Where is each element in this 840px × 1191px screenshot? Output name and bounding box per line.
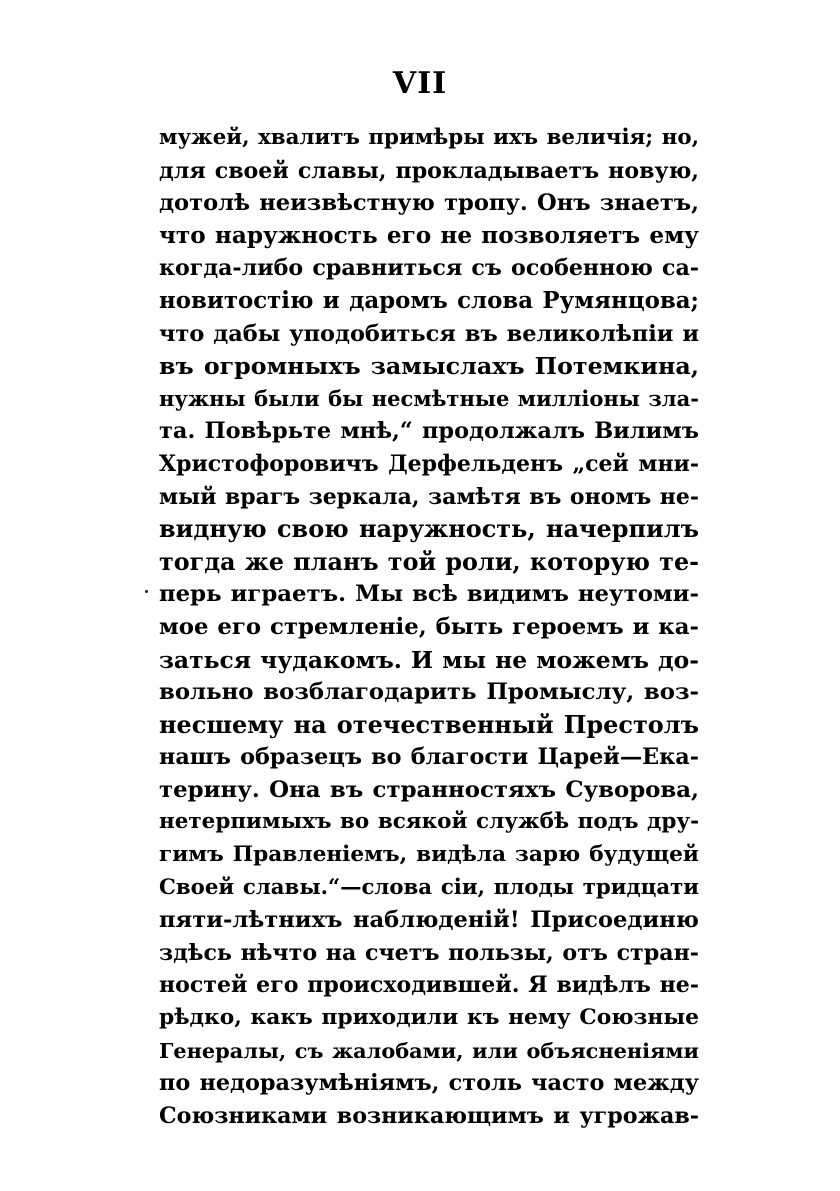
text-line: пяти-лѣтнихъ наблюденій! Присоединю xyxy=(159,907,699,934)
text-line: видную свою наружность, начерпилъ xyxy=(159,515,699,544)
text-line: новитостію и даромъ слова Румянцова; xyxy=(159,287,699,314)
text-line: мужей, хвалитъ примѣры ихъ величія; но, xyxy=(159,125,699,150)
text-line: та. Повѣрьте мнѣ,“ продолжалъ Вилимъ xyxy=(159,418,699,445)
text-line: въ огромныхъ замыслахъ Потемкина, xyxy=(159,352,699,381)
text-line: когда-либо сравниться съ особенною са- xyxy=(159,255,699,282)
text-line: здѣсь нѣчто на счетъ пользы, отъ стран- xyxy=(159,939,699,966)
text-line: несшему на отечественный Престолъ xyxy=(159,710,699,739)
text-line: перь играетъ. Мы всѣ видимъ неутоми- xyxy=(159,581,699,608)
page-number: VII xyxy=(392,66,448,101)
text-line: Генералы, съ жалобами, или объясненіями xyxy=(159,1037,699,1063)
text-line: что дабы уподобиться въ великолѣпіи и xyxy=(159,320,699,347)
text-line: гимъ Правленіемъ, видѣла зарю будущей xyxy=(159,842,699,868)
text-line: заться чудакомъ. И мы не можемъ до- xyxy=(159,645,699,674)
text-line: дотолѣ неизвѣстную тропу. Онъ знаетъ, xyxy=(159,190,699,217)
text-line: мый врагъ зеркала, замѣтя въ ономъ не- xyxy=(159,483,699,510)
text-line: для своей славы, прокладываетъ новую, xyxy=(159,157,699,184)
text-line: вольно возблагодарить Промыслу, воз- xyxy=(159,679,699,706)
text-line: нашъ образецъ во благости Царей—Ека- xyxy=(159,744,699,771)
text-line: мое его стремленіе, быть героемъ и ка- xyxy=(159,613,699,640)
text-line: что наружность его не позволяетъ ему xyxy=(159,221,699,249)
text-line: Христофоровичъ Дерфельденъ „сей мни- xyxy=(159,450,699,477)
body-text xyxy=(159,122,699,1132)
text-line: нужны были бы несмѣтные милліоны зла- xyxy=(159,385,699,411)
text-line: нетерпимыхъ во всякой службѣ подъ дру- xyxy=(159,809,699,835)
text-line: Союзниками возникающимъ и угрожав- xyxy=(159,1102,699,1129)
text-line: терину. Она въ странностяхъ Суворова, xyxy=(159,776,699,803)
text-line: тогда же планъ той роли, которую те- xyxy=(159,547,699,576)
text-line: по недоразумѣніямъ, столь часто между xyxy=(159,1070,699,1097)
text-line: рѣдко, какъ приходили къ нему Союзные xyxy=(159,1005,699,1031)
text-line: Своей славы.“—слова сіи, плоды тридцати xyxy=(159,874,699,900)
ink-speck xyxy=(145,590,148,593)
text-line: ностей его происходившей. Я видѣлъ не- xyxy=(159,972,699,999)
